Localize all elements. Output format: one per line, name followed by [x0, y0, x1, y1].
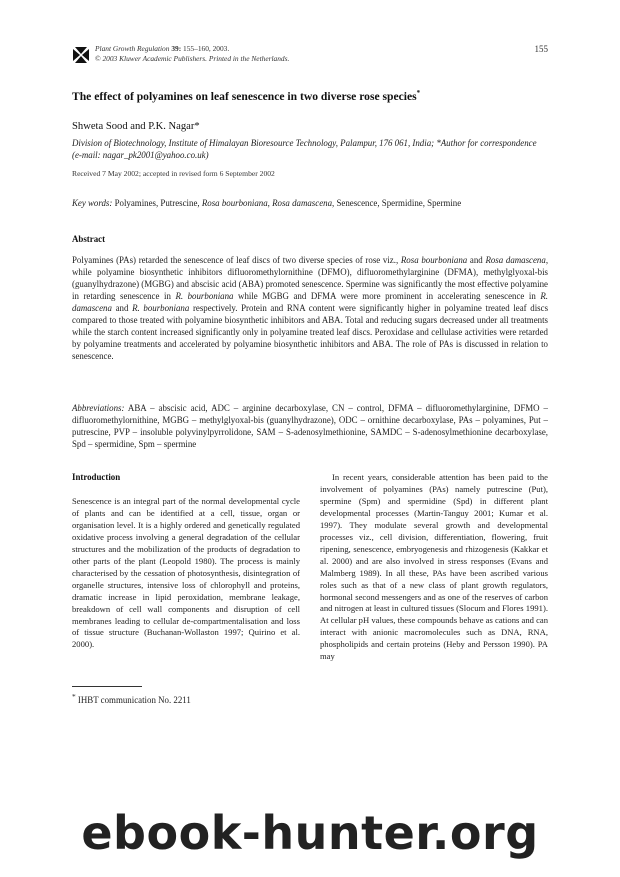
affiliation: Division of Biotechnology, Institute of Himalayan Bioresource Technology, Palampur, 176 061, India; *Author for correspondence (e-mail: nagar_pk2001@yahoo.co.uk) [72, 138, 537, 160]
authors: Shweta Sood and P.K. Nagar* [72, 121, 200, 132]
abstract-text: while MGBG and DFMA were more prominent in accelerating senescence in [238, 290, 536, 301]
keywords-label: Key words: [72, 198, 113, 208]
keywords-part-e: , Senescence, Spermidine, Spermine [332, 198, 462, 208]
footnote-text: IHBT communication No. 2211 [77, 694, 191, 705]
journal-pages: 155–160, 2003. [183, 44, 230, 53]
abbreviations [72, 403, 548, 451]
footnote-divider [72, 686, 142, 687]
abstract-text: respectively. Protein and RNA content were significantly higher in polyamine treated leaf discs compared to those treated with polyamine biosynthetic inhibitors and ABA. Total and reducing sugars decreased under all treatments while the starch content increased significantly only in polyamine treated leaf discs. Peroxidase and cellulase activities were retarded by polyamine treatments and accelerated by polyamine biosynthetic inhibitors and ABA. The role of PAs is discussed in relation to senescence. [72, 302, 549, 361]
keyword-rosa-bourboniana: Rosa bourboniana [201, 198, 268, 208]
title-footnote-marker: * [416, 89, 421, 97]
introduction-left-column: Senescence is an integral part of the normal developmental cycle of plants and can be identified at a cell, tissue, organ or organisation level. It is a highly ordered and genetically regulated oxidative process involving a general degradation of the cellular structures and the mobilization of the products of degradation to other parts of the plant (Leopold 1980). The process is mainly characterised by the cessation of photosynthesis, disintegration of organelle structures, intensive loss of chlorophyll and proteins, dramatic increase in lipid peroxidation, membrane leakage, breakdown of cell wall components and disruption of cell membranes leading to cellular de-compartmentalisation and loss of tissue structure (Buchanan-Wollaston 1997; Quirino et al. 2000). [72, 496, 300, 650]
publisher-logo [72, 46, 90, 64]
introduction-heading: Introduction [72, 472, 121, 482]
journal-name: Plant Growth Regulation [95, 44, 170, 53]
species-name: R. damascena [72, 290, 549, 313]
abstract-heading: Abstract [72, 234, 106, 244]
journal-citation [95, 44, 289, 64]
abstract-text: , while polyamine biosynthetic inhibitors difluoromethylornithine (DFMO), difluoromethylarginine (DFMA), methylglyoxal-bis (guanylhydrazone) (MGBG) and abscisic acid (ABA) promoted senescence. Spermine was significantly the most effective polyamine in retarding senescence in [72, 255, 549, 301]
footnote-marker: * [72, 692, 76, 701]
footnote [72, 692, 191, 705]
species-name: R. bourboniana [132, 302, 190, 313]
journal-volume: 39: [171, 44, 182, 53]
abstract-text: and [469, 255, 483, 265]
abbreviations-text: ABA – abscisic acid, ADC – arginine decarboxylase, CN – control, DFMA – difluoromethylarginine, DFMO – difluoromethylornithine, MGBG – methylglyoxal-bis (guanylhydrazone), ODC – ornithine decarboxylase, PAs – polyamines, Put – putrescine, PVP – insoluble polyvinylpyrrolidone, SAM – S-adenosylmethionine, SAMDC – S-adenosylmethionine decarboxylase, Spd – spermidine, Spm – spermine [72, 403, 548, 449]
article-title-text: The effect of polyamines on leaf senescence in two diverse rose species [72, 89, 417, 103]
page-number: 155 [534, 44, 548, 54]
received-dates: Received 7 May 2002; accepted in revised form 6 September 2002 [72, 169, 275, 178]
abstract-body [72, 255, 548, 363]
species-name: Rosa bourboniana [400, 255, 468, 265]
species-name: Rosa damascena [485, 255, 546, 265]
keyword-rosa-damascena: Rosa damascena [272, 198, 333, 208]
abstract-text: and [115, 302, 129, 313]
keywords-part-c: , [267, 198, 270, 208]
article-title [72, 89, 420, 103]
keywords-part-a: Polyamines, Putrescine, [114, 198, 200, 208]
abbreviations-label: Abbreviations: [72, 403, 125, 413]
watermark: ebook-hunter.org [81, 806, 539, 860]
keywords [72, 198, 548, 208]
journal-copyright: © 2003 Kluwer Academic Publishers. Printed in the Netherlands. [95, 54, 290, 63]
species-name: R. bourboniana [175, 290, 234, 301]
introduction-right-column: In recent years, considerable attention has been paid to the involvement of polyamines (PAs) namely putrescine (Put), spermine (Spm) and spermidine (Spd) in different plant developmental processes (Martin-Tanguy 2001; Kumar et al. 1997). They modulate several growth and developmental processes viz., cell division, differentiation, flowering, fruit ripening, senescence, embryogenesis and rhizogenesis (Kakkar et al. 2000) and are also involved in stress responses (Evans and Malmberg 1989). In all these, PAs have been ascribed various roles such as that of a new class of plant growth regulators, hormonal second messengers and as one of the reserves of carbon and nitrogen at least in cultured tissues (Slocum and Flores 1991). At cellular pH values, these compounds behave as cations and can interact with anionic macromolecules such as DNA, RNA, phospholipids and certain proteins (Heby and Persson 1990). PA may [320, 472, 548, 662]
abstract-text: Polyamines (PAs) retarded the senescence of leaf discs of two diverse species of rose viz., [72, 255, 399, 265]
